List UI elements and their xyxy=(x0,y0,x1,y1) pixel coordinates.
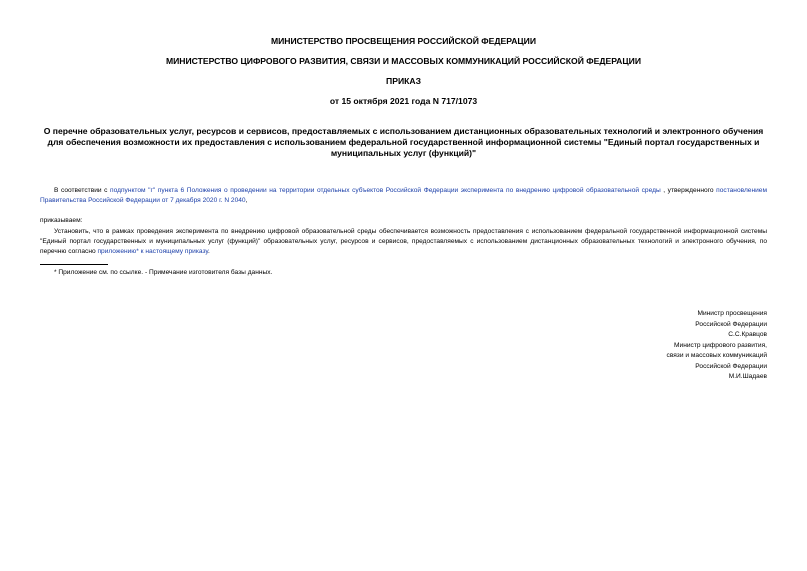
signatory-title-education: Министр просвещения xyxy=(697,310,767,317)
document-type-heading: ПРИКАЗ xyxy=(386,76,421,86)
signatory-title-digital: Министр цифрового развития, xyxy=(674,341,767,349)
footnote-divider xyxy=(40,264,108,265)
order-text-end: . xyxy=(208,248,210,255)
document-date-number: от 15 октября 2021 года N 717/1073 xyxy=(329,96,478,106)
ministry-education-heading: МИНИСТЕРСТВО ПРОСВЕЩЕНИЯ РОССИЙСКОЙ ФЕДЕРАЦИИ xyxy=(270,36,537,46)
order-phrase: приказываем: xyxy=(40,217,83,224)
footnote-text: * Приложение см. по ссылке. - Примечание изготовителя базы данных. xyxy=(54,269,273,276)
preamble-text-end: , xyxy=(245,197,248,204)
ministry-digital-heading: МИНИСТЕРСТВО ЦИФРОВОГО РАЗВИТИЯ, СВЯЗИ И МАССОВЫХ КОММУНИКАЦИЙ РОССИЙСКОЙ ФЕДЕРАЦИИ xyxy=(165,56,642,66)
preamble-text-middle: , утвержденного xyxy=(660,187,717,194)
appendix-link[interactable]: приложению* к настоящему приказу xyxy=(97,248,209,255)
order-paragraph xyxy=(40,227,767,257)
signatory-title-digital-cont: связи и массовых коммуникаций xyxy=(666,352,767,359)
government-decree-link[interactable]: постановлением Правительства Российской Федерации от 7 декабря 2020 г. N 2040 xyxy=(40,187,768,204)
signature-block xyxy=(667,309,767,383)
preamble-paragraph xyxy=(40,186,767,206)
signatory-name-digital: М.И.Шадаев xyxy=(728,373,767,380)
regulation-link[interactable]: подпунктом "г" пункта 6 Положения о проведении на территории отдельных субъектов Российской Федерации эксперимента по внедрению цифровой образовательной среды xyxy=(110,187,661,194)
signatory-name-education: С.С.Кравцов xyxy=(728,331,767,338)
document-title: О перечне образовательных услуг, ресурсов и сервисов, предоставляемых с использованием дистанционных образовательных технологий и электронного обучения для обеспечения возможности их предоставления с использованием федеральной государственной информационной системы "Единый портал государственных и муниципальных услуг (функций)" xyxy=(43,126,764,158)
preamble-text-start: В соответствии с xyxy=(54,187,111,194)
signatory-country-digital: Российской Федерации xyxy=(695,362,767,370)
signatory-country-education: Российской Федерации xyxy=(695,320,767,328)
order-text-start: Установить, что в рамках проведения эксперимента по внедрению цифровой образовательной среды обеспечивается возможность предоставления с использованием федеральной государственной информационной системы "Единый портал государственных и муниципальных услуг (функций)" образовательных услуг, ресурсов и сервисов, предоставляемых с использованием дистанционных образовательных технологий и электронного обучения, по перечню согласно xyxy=(40,228,767,255)
